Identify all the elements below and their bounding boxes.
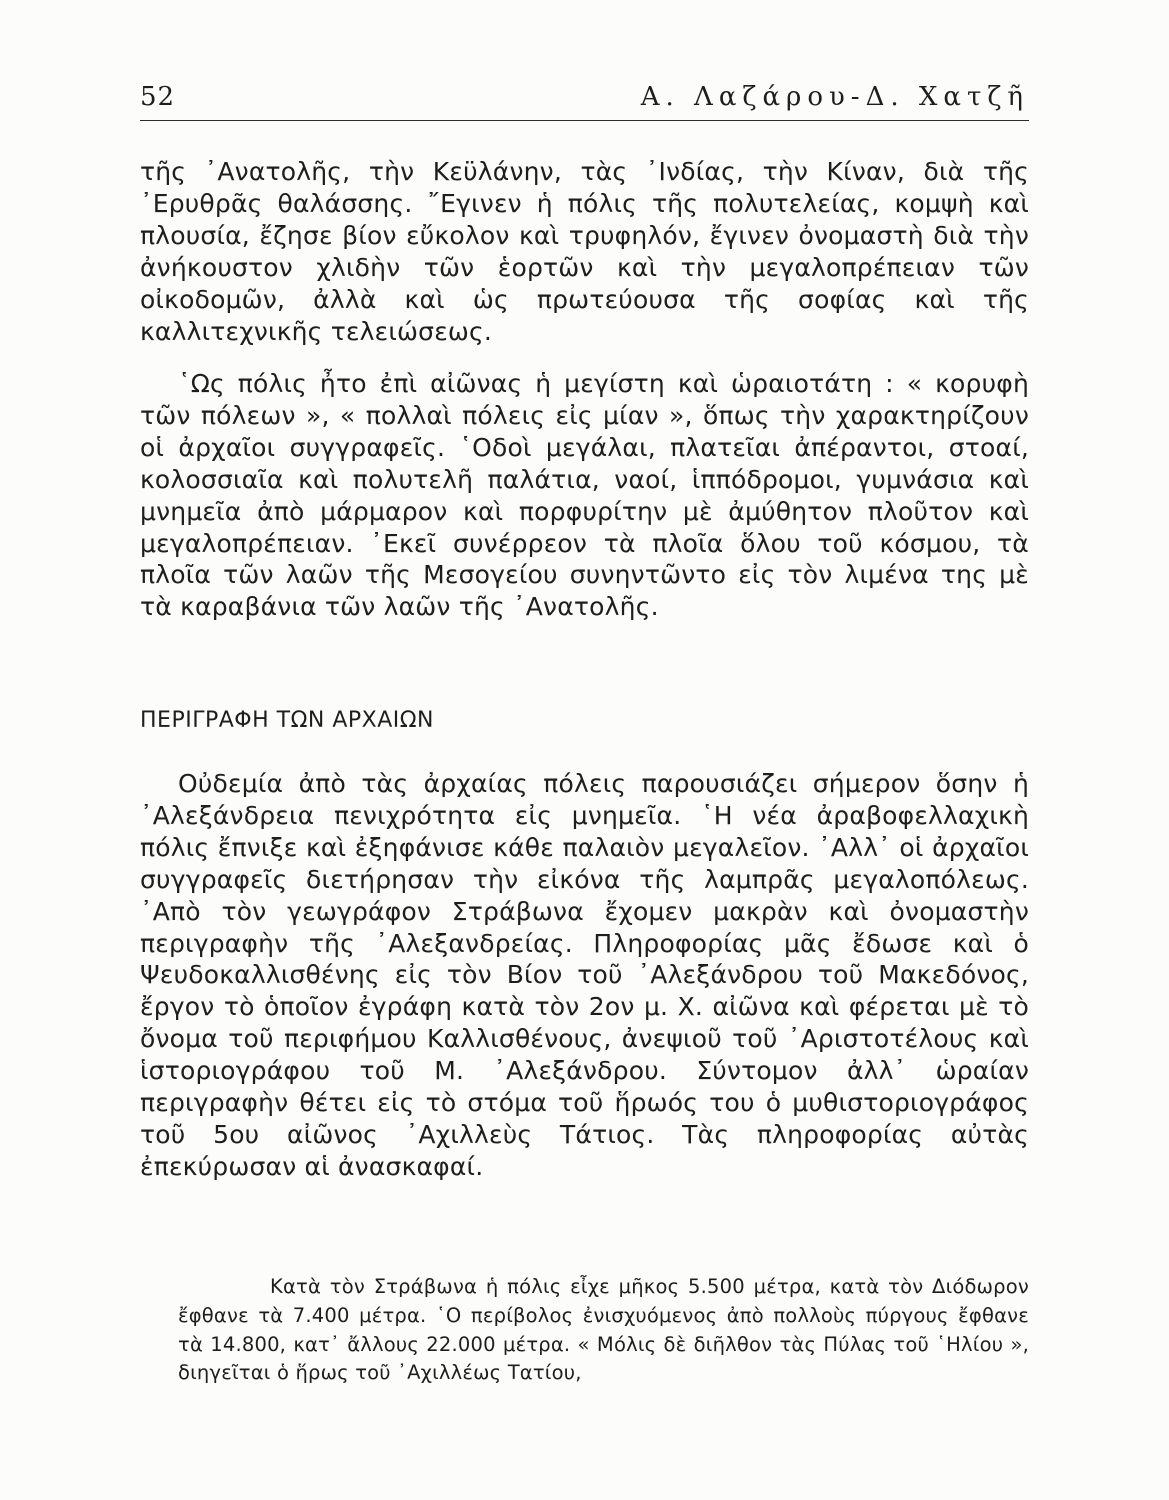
body-paragraph xyxy=(140,368,1029,623)
running-title: Α. Λαζάρου-Δ. Χατζῆ xyxy=(640,82,1029,112)
section-heading: ΠΕΡΙΓΡΑΦΗ ΤΩΝ ΑΡΧΑΙΩΝ xyxy=(140,708,435,733)
paragraph-text: τῆς ᾿Ανατολῆς, τὴν Κεϋλάνην, τὰς ᾿Ινδίας, τὴν Κίναν, διὰ τῆς ᾿Ερυθρᾶς θαλάσσης. ῎Εγινεν ἡ πόλις τῆς πολυτελείας, κομψὴ καὶ πλουσία, ἔζησε βίον εὔκολον καὶ τρυφηλόν, ἔγινεν ὀνομαστὴ διὰ τὴν ἀνήκουστον χλιδὴν τῶν ἑορτῶν καὶ τὴν μεγαλοπρέπειαν τῶν οἰκοδομῶν, ἀλλὰ καὶ ὡς πρωτεύουσα τῆς σοφίας καὶ τῆς καλλιτεχνικῆς τελειώσεως. xyxy=(140,157,1029,346)
paragraph-text: ῾Ως πόλις ἦτο ἐπὶ αἰῶνας ἡ μεγίστη καὶ ὡραιοτάτη : « κορυφὴ τῶν πόλεων », « πολλαὶ πόλεις εἰς μίαν », ὅπως τὴν χαρακτηρίζουν οἱ ἀρχαῖοι συγγραφεῖς. ῾Οδοὶ μεγάλαι, πλατεῖαι ἀπέραντοι, στοαί, κολοσσιαῖα καὶ πολυτελῆ παλάτια, ναοί, ἱππόδρομοι, γυμνάσια καὶ μνημεῖα ἀπὸ μάρμαρον καὶ πορφυρίτην μὲ ἀμύθητον πλοῦτον καὶ μεγαλοπρέπειαν. ᾿Εκεῖ συνέρρεον τὰ πλοῖα ὅλου τοῦ κόσμου, τὰ πλοῖα τῶν λαῶν τῆς Μεσογείου συνηντῶντο εἰς τὸν λιμένα της μὲ τὰ καραβάνια τῶν λαῶν τῆς ᾿Ανατολῆς. xyxy=(140,369,1029,622)
footnote: Κατὰ τὸν Στράβωνα ἡ πόλις εἶχε μῆκος 5.500 μέτρα, κατὰ τὸν Διόδωρον ἔφθανε τὰ 7.400 μέτρα. ῾Ο περίβολος ἐνισχυόμενος ἀπὸ πολλοὺς πύργους ἔφθανε τὰ 14.800, κατ᾿ ἄλλους 22.000 μέτρα. « Μόλις δὲ διῆλθον τὰς Πύλας τοῦ ῾Ηλίου », διηγεῖται ὁ ἥρως τοῦ ᾿Αχιλλέως Τατίου, xyxy=(178,1275,1029,1385)
page-header xyxy=(140,82,1029,121)
body-paragraph xyxy=(140,768,1029,1183)
paragraph-text: Οὐδεμία ἀπὸ τὰς ἀρχαίας πόλεις παρουσιάζει σήμερον ὅσην ἡ ᾿Αλεξάνδρεια πενιχρότητα εἰς μνημεῖα. ῾Η νέα ἀραβοφελλαχικὴ πόλις ἔπνιξε καὶ ἐξηφάνισε κάθε παλαιὸν μεγαλεῖον. ᾿Αλλ᾿ οἱ ἀρχαῖοι συγγραφεῖς διετήρησαν τὴν εἰκόνα τῆς λαμπρᾶς μεγαλοπόλεως. ᾿Απὸ τὸν γεωγράφον Στράβωνα ἔχομεν μακρὰν καὶ ὀνομαστὴν περιγραφὴν τῆς ᾿Αλεξανδρείας. Πληροφορίας μᾶς ἔδωσε καὶ ὁ Ψευδοκαλλισθένης εἰς τὸν Βίον τοῦ ᾿Αλεξάνδρου τοῦ Μακεδόνος, ἔργον τὸ ὁποῖον ἐγράφη κατὰ τὸν 2ον μ. Χ. αἰῶνα καὶ φέρεται μὲ τὸ ὄνομα τοῦ περιφήμου Καλλισθένους, ἀνεψιοῦ τοῦ ᾿Αριστοτέλους καὶ ἱστοριογράφου τοῦ Μ. ᾿Αλεξάνδρου. Σύντομον ἀλλ᾿ ὡραίαν περιγραφὴν θέτει εἰς τὸ στόμα τοῦ ἥρωός του ὁ μυθιστοριογράφος τοῦ 5ου αἰῶνος ᾿Αχιλλεὺς Τάτιος. Τὰς πληροφορίας αὐτὰς ἐπεκύρωσαν αἱ ἀνασκαφαί. xyxy=(140,769,1029,1181)
page-number: 52 xyxy=(140,82,176,112)
body-paragraph xyxy=(140,156,1029,347)
